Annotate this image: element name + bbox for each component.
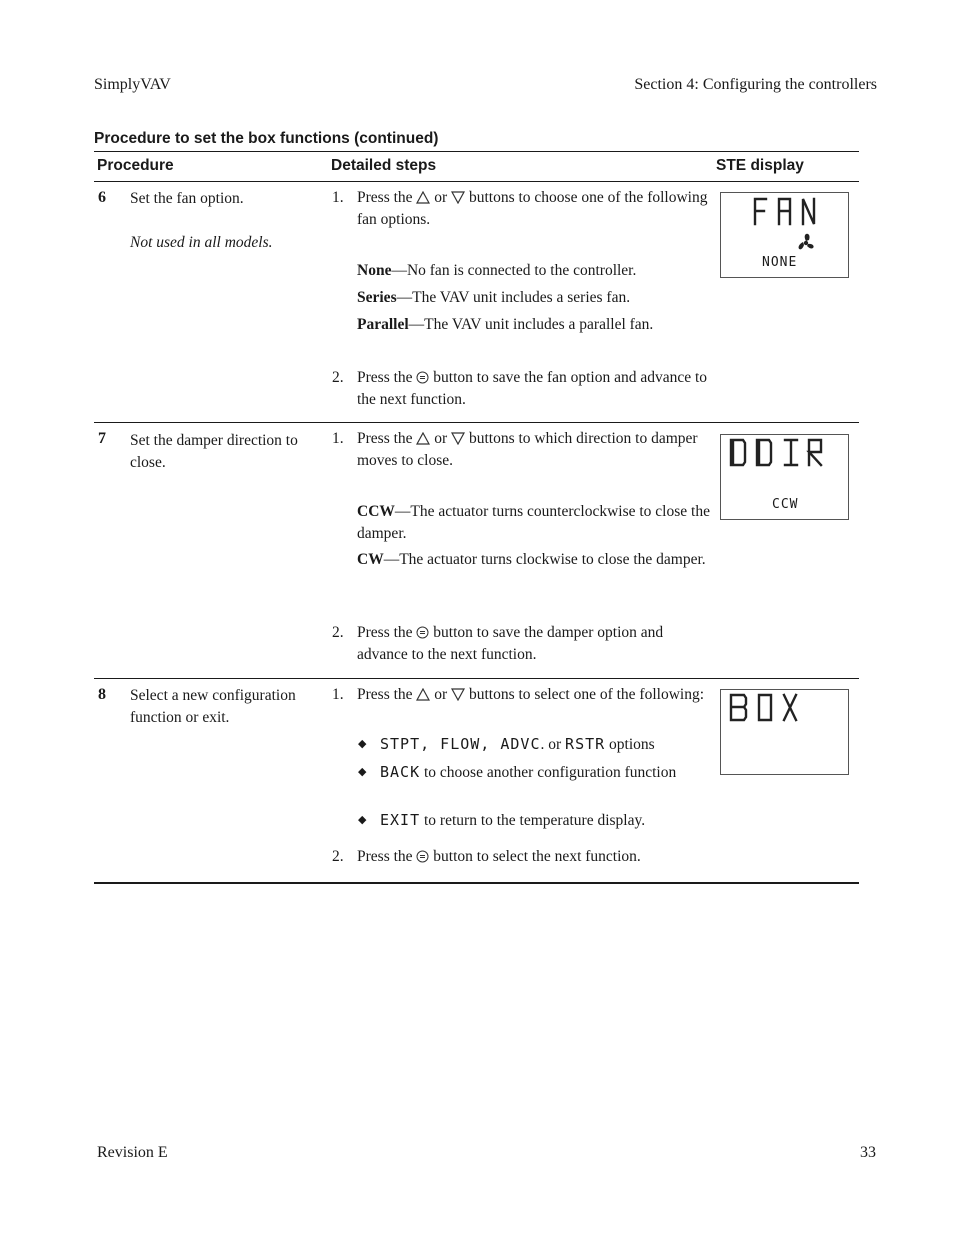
enter-button-icon: [416, 626, 429, 639]
option-series: Series—The VAV unit includes a series fan.: [357, 289, 631, 306]
running-header-title: SimplyVAV: [94, 76, 171, 93]
list-number: 2.: [332, 369, 344, 386]
ste-display-fan: [720, 192, 849, 278]
option-cw: CW—The actuator turns clockwise to close the damper.: [357, 551, 706, 568]
option-ccw: CCW—The actuator turns counterclockwise to close the damper.: [357, 503, 710, 542]
lcd-sub-text: CCW: [772, 497, 799, 512]
row-divider: [94, 422, 859, 423]
list-number: 1.: [332, 686, 344, 703]
bullet-item: STPT, FLOW, ADVC. or RSTR options: [380, 735, 655, 753]
down-triangle-icon: [451, 191, 465, 204]
step-2-text: Press the button to save the damper option and advance to the next function.: [357, 624, 664, 663]
lcd-segments-box: [721, 690, 848, 774]
table-caption: Procedure to set the box functions (continued): [94, 130, 439, 147]
down-triangle-icon: [451, 432, 465, 445]
up-triangle-icon: [416, 432, 430, 445]
header-rule: [94, 181, 859, 182]
row-divider: [94, 678, 859, 679]
down-triangle-icon: [451, 688, 465, 701]
step-1-text: Press the or buttons to which direction to damper moves to close.: [357, 430, 698, 469]
option-none: None—No fan is connected to the controller.: [357, 262, 637, 279]
procedure-note: Not used in all models.: [130, 234, 273, 251]
footer-revision: Revision E: [97, 1144, 168, 1161]
list-number: 1.: [332, 189, 344, 206]
bullet-diamond-icon: ◆: [358, 738, 367, 750]
lcd-sub-text: NONE: [762, 255, 798, 270]
procedure-text: Select a new configuration function or exit.: [130, 687, 296, 726]
table-top-rule: [94, 151, 859, 152]
up-triangle-icon: [416, 191, 430, 204]
step-number: 8: [98, 686, 106, 703]
bullet-item: BACK to choose another configuration function: [380, 763, 677, 781]
page-number: 33: [860, 1144, 876, 1161]
procedure-text: Set the fan option.: [130, 190, 244, 207]
enter-button-icon: [416, 371, 429, 384]
list-number: 2.: [332, 624, 344, 641]
bullet-diamond-icon: ◆: [358, 814, 367, 826]
ste-display-ddir: [720, 434, 849, 520]
bullet-item: EXIT to return to the temperature display.: [380, 811, 646, 829]
step-1-text: Press the or buttons to choose one of the following fan options.: [357, 189, 708, 228]
list-number: 2.: [332, 848, 344, 865]
running-header-section: Section 4: Configuring the controllers: [634, 76, 877, 93]
column-header-procedure: Procedure: [97, 157, 174, 174]
step-1-text: Press the or buttons to select one of the following:: [357, 686, 705, 703]
column-header-steps: Detailed steps: [331, 157, 437, 174]
procedure-text: Set the damper direction to close.: [130, 432, 298, 471]
step-2-text: Press the button to save the fan option and advance to the next function.: [357, 369, 708, 408]
column-header-display: STE display: [716, 157, 804, 174]
bullet-diamond-icon: ◆: [358, 766, 367, 778]
fan-icon: [799, 234, 814, 250]
table-bottom-rule: [94, 882, 859, 884]
step-number: 7: [98, 430, 106, 447]
step-number: 6: [98, 189, 106, 206]
option-parallel: Parallel—The VAV unit includes a parallel fan.: [357, 316, 654, 333]
list-number: 1.: [332, 430, 344, 447]
enter-button-icon: [416, 850, 429, 863]
up-triangle-icon: [416, 688, 430, 701]
step-2-text: Press the button to select the next function.: [357, 848, 641, 865]
ste-display-box: [720, 689, 849, 775]
